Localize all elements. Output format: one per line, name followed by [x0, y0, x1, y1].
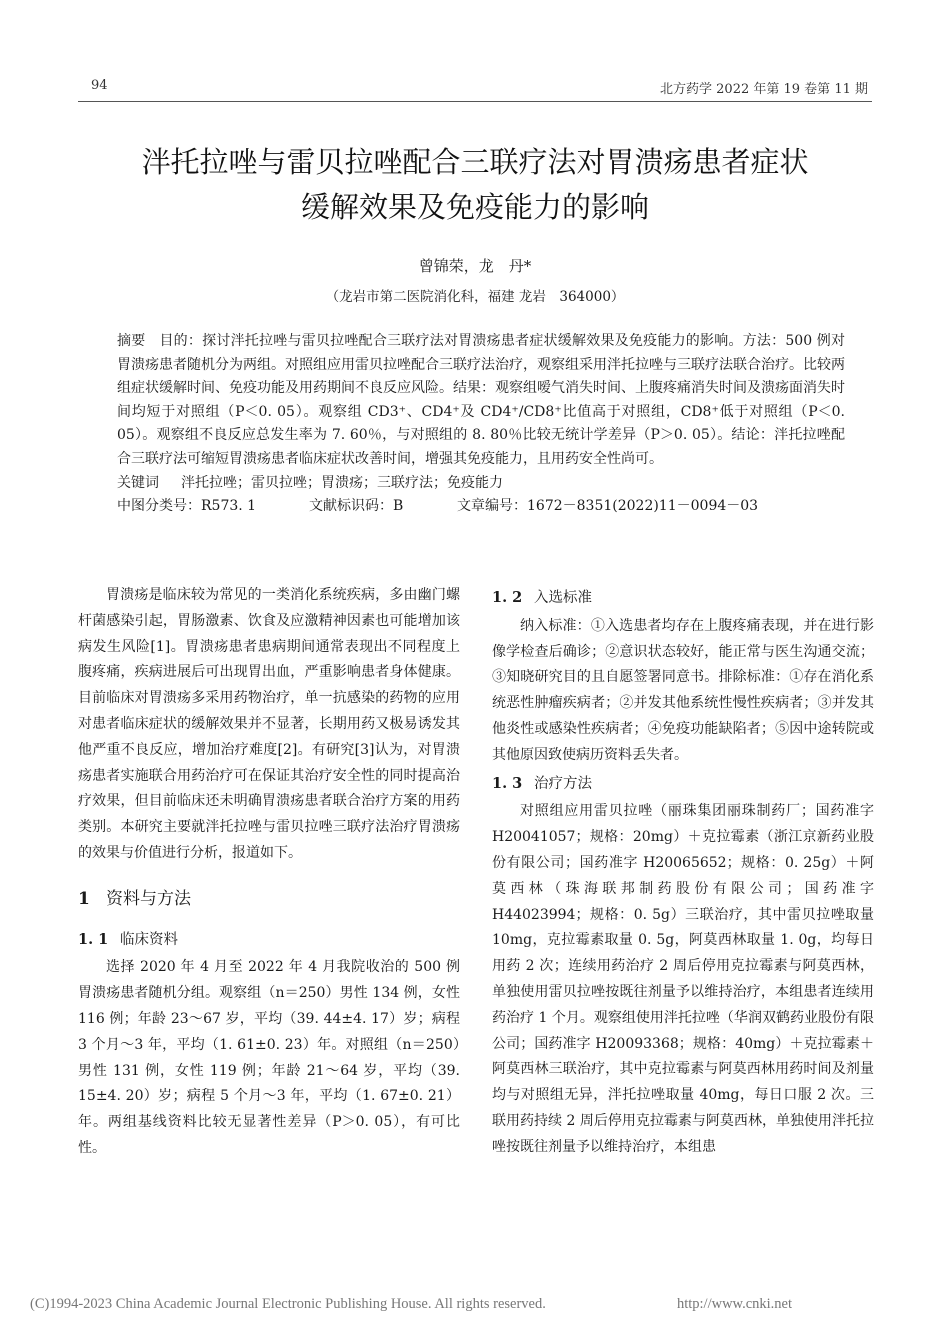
abstract-label: 摘要	[117, 333, 146, 349]
abstract-text: 目的：探讨泮托拉唑与雷贝拉唑配合三联疗法对胃溃疡患者症状缓解效果及免疫能力的影响。方法：500 例对胃溃疡患者随机分为两组。对照组应用雷贝拉唑配合三联疗法治疗，观察组采用泮托拉唑与三联疗法联合治疗。比较两组症状缓解时间、免疫功能及用药期间不良反应风险。结果：观察组嗳气消失时间、上腹疼痛消失时间及溃疡面消失时间均短于对照组（P＜0. 05）。观察组 CD3⁺、CD4⁺及 CD4⁺/CD8⁺比值高于对照组，CD8⁺低于对照组（P＜0. 05）。观察组不良反应总发生率为 7. 60％，与对照组的 8. 80％比较无统计学差异（P＞0. 05）。结论：泮托拉唑配合三联疗法可缩短胃溃疡患者临床症状改善时间，增强其免疫能力，且用药安全性尚可。	[117, 333, 845, 467]
classification-number: 中图分类号：R573. 1	[117, 498, 257, 515]
body-column-left	[78, 583, 460, 1162]
section-1-heading	[78, 887, 460, 913]
section-1-1-heading	[78, 927, 460, 954]
page-number: 94	[91, 78, 108, 93]
keywords-row	[117, 472, 845, 496]
section-1-2-number: 1. 2	[492, 589, 523, 606]
authors: 曾锦荣，龙 丹*	[418, 257, 532, 275]
title-line-1: 泮托拉唑与雷贝拉唑配合三联疗法对胃溃疡患者症状	[141, 145, 809, 179]
abstract-block	[117, 330, 845, 519]
body-column-right	[492, 583, 874, 1161]
keywords-label: 关键词	[117, 474, 159, 491]
document-code: 文献标识码：B	[309, 498, 404, 515]
section-1-2-paragraph: 纳入标准：①入选患者均存在上腹疼痛表现，并在进行影像学检查后确诊；②意识状态较好，能正常与医生沟通交流；③知晓研究目的且自愿签署同意书。排除标准：①存在消化系统恶性肿瘤疾病者；②并发其他系统性慢性疾病者；③并发其他炎性或感染性疾病者；④免疫功能缺陷者；⑤因中途转院或其他原因致使病历资料丢失者。	[492, 617, 874, 763]
section-1-3-heading	[492, 771, 874, 798]
section-1-2-heading	[492, 585, 874, 612]
section-1-1-title: 临床资料	[120, 931, 178, 948]
abstract-paragraph	[117, 330, 845, 472]
header-rule	[78, 101, 872, 102]
section-1-number: 1	[78, 888, 90, 909]
keywords: 泮托拉唑；雷贝拉唑；胃溃疡；三联疗法；免疫能力	[181, 474, 503, 491]
section-1-2-title: 入选标准	[534, 590, 592, 606]
intro-paragraph: 胃溃疡是临床较为常见的一类消化系统疾病，多由幽门螺杆菌感染引起，胃肠激素、饮食及应激精神因素也可能增加该病发生风险[1]。胃溃疡患者患病期间通常表现出不同程度上腹疼痛，疾病进展后可出现胃出血，严重影响患者身体健康。目前临床对胃溃疡多采用药物治疗，单一抗感染的药物的应用对患者临床症状的缓解效果并不显著，长期用药又极易诱发其他严重不良反应，增加治疗难度[2]。有研究[3]认为，对胃溃疡患者实施联合用药治疗可在保证其治疗安全性的同时提高治疗效果，但目前临床还未明确胃溃疡患者联合治疗方案的用药类别。本研究主要就泮托拉唑与雷贝拉唑三联疗法治疗胃溃疡的效果与价值进行分析，报道如下。	[78, 587, 460, 861]
section-1-title: 资料与方法	[106, 888, 191, 909]
affiliation: （龙岩市第二医院消化科，福建 龙岩 364000）	[325, 289, 625, 305]
section-1-3-number: 1. 3	[492, 774, 523, 792]
section-1-3-title: 治疗方法	[534, 775, 592, 792]
cnki-link[interactable]: http://www.cnki.net	[676, 1296, 792, 1312]
classification-row	[117, 495, 845, 519]
copyright-notice: (C)1994-2023 China Academic Journal Electronic Publishing House. All rights reserved.	[30, 1296, 546, 1312]
article-number: 文章编号：1672－8351(2022)11－0094－03	[457, 498, 759, 515]
section-1-3-paragraph: 对照组应用雷贝拉唑（丽珠集团丽珠制药厂；国药准字 H20041057；规格：20mg）＋克拉霉素（浙江京新药业股份有限公司；国药准字 H20065652；规格：0. 25g）＋阿莫西林（珠海联邦制药股份有限公司；国药准字 H44023994；规格：0. 5g）三联治疗，其中雷贝拉唑取量 10mg，克拉霉素取量 0. 5g，阿莫西林取量 1. 0g，均每日用药 2 次；连续用药治疗 2 周后停用克拉霉素与阿莫西林，单独使用雷贝拉唑按既往剂量予以维持治疗，本组患者连续用药治疗 1 个月。观察组使用泮托拉唑（华润双鹤药业股份有限公司；国药准字 H20093368；规格：40mg）＋克拉霉素＋阿莫西林三联治疗，其中克拉霉素与阿莫西林用药时间及剂量均与对照组无异，泮托拉唑取量 40mg，每日口服 2 次。三联用药持续 2 周后停用克拉霉素与阿莫西林，单独使用泮托拉唑按既往剂量予以维持治疗，本组患	[492, 803, 874, 1155]
section-1-1-number: 1. 1	[78, 930, 109, 948]
journal-header: 北方药学 2022 年第 19 卷第 11 期	[660, 82, 868, 97]
section-1-1-paragraph: 选择 2020 年 4 月至 2022 年 4 月我院收治的 500 例胃溃疡患者随机分组。观察组（n＝250）男性 134 例，女性 116 例；年龄 23～67 岁，平均（39. 44±4. 17）岁；病程 3 个月～3 年，平均（1. 61±0. 23）年。对照组（n＝250）男性 131 例，女性 119 例；年龄 21～64 岁，平均（39. 15±4. 20）岁；病程 5 个月～3 年，平均（1. 67±0. 21）年。两组基线资料比较无显著性差异（P＞0. 05），有可比性。	[78, 959, 460, 1156]
title-line-2: 缓解效果及免疫能力的影响	[300, 190, 649, 224]
